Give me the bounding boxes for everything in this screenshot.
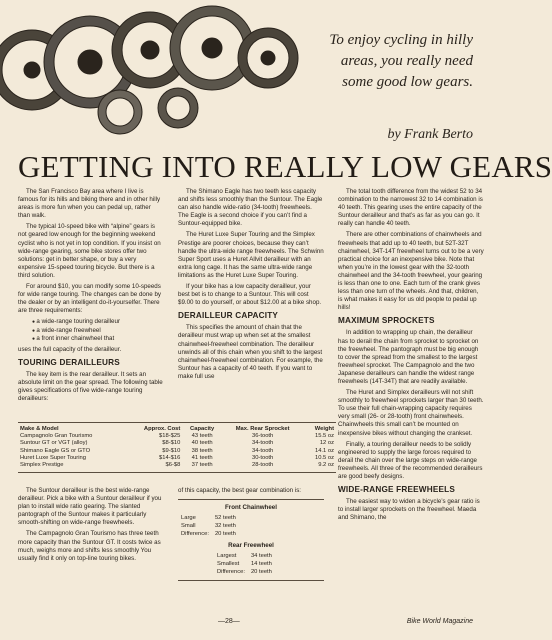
table-row — [214, 568, 275, 576]
table-cell: 20 teeth — [214, 531, 236, 538]
column-3 — [338, 188, 484, 525]
list-item: ● a wide-range touring derailleur — [32, 318, 164, 326]
column-1 — [18, 188, 164, 406]
paragraph: of this capacity, the best gear combination is: — [178, 487, 302, 494]
paragraph: For around $10, you can modify some 10-speeds for wide range touring. The changes can be done by the dealer or by an intelligent do-it-yourselfer. There are three requirements: — [18, 283, 161, 315]
tagline — [298, 30, 473, 93]
tagline-line: areas, you really need — [340, 53, 473, 69]
table-row — [178, 514, 239, 522]
table-cell: $8-$10 — [162, 440, 181, 447]
table-cell: Large — [181, 515, 196, 522]
list-item: ● a wide-range freewheel — [32, 327, 164, 335]
paragraph: The Huret and Simplex derailleurs will not shift smoothly to freewheel sprockets larger than 30 teeth. To use their full chain-wrapping capacity requires very small (26- or 28-tooth) front chainwheels. Chainwheels this small can’t be mounted on inexpensive bikes without changing the crankset. — [338, 389, 484, 437]
table-cell: 30-tooth — [251, 454, 274, 461]
tagline-line: some good low gears. — [342, 74, 473, 90]
table-cell: Campagnolo Gran Tourismo — [20, 433, 93, 440]
requirements-list — [32, 318, 164, 342]
paragraph: The key item is the rear derailleur. It sets an absolute limit on the gear spread. The following table gives specifications of five wide-range touring derailleurs: — [18, 370, 163, 403]
magazine-name: Bike World Magazine — [406, 618, 473, 625]
table-cell: Smallest — [217, 561, 240, 568]
paragraph: The typical 10-speed bike with “alpine” gears is not geared low enough for the beginning weekend cyclist who is not yet in top condition. If you insist on wide-range gearing, some bike stores offer two solutions: get in better shape, or buy a very expensive 15-speed touring bicycle. But there is a third solution. — [18, 223, 161, 279]
table-header: Weight — [314, 426, 334, 432]
tagline-line: To enjoy cycling in hilly — [329, 32, 473, 48]
paragraph: uses the full capacity of the derailleur. — [18, 345, 122, 353]
table-cell: 28-tooth — [251, 462, 274, 469]
section-heading: WIDE-RANGE FREEWHEELS — [338, 485, 456, 495]
table-cell: Small — [181, 523, 196, 530]
table-cell: 14.1 oz — [314, 447, 334, 454]
derailleur-table — [18, 422, 336, 473]
paragraph: If your bike has a low capacity derailleur, your best bet is to change to a Suntour. This will cost $9.00 to do yourself, or about $12.00 at a bike shop. — [178, 283, 322, 307]
table-row — [214, 560, 275, 568]
paragraph: In addition to wrapping up chain, the derailleur has to derail the chain from sprocket to sprocket on the freewheel. The pantograph must be big enough to cover the spread from the smallest to the largest freewheel sprocket. The Campagnolo and the two Japanese derailleurs can handle the widest range freewheels (14T-34T) that are readily available. — [338, 329, 479, 385]
paragraph: The Suntour derailleur is the best wide-range derailleur. Pick a bike with a Suntour derailleur if you plan to install wide ratio gearing. The slanted pantograph of the Suntour makes it particularly smooth-shifting on wide-range freewheels. — [18, 487, 162, 527]
table-cell: 38 teeth — [191, 447, 213, 454]
table-cell: Difference: — [217, 569, 245, 576]
table-cell: 34-tooth — [251, 440, 274, 447]
table-cell: 15.5 oz — [314, 433, 334, 440]
page-number: —28— — [218, 618, 240, 625]
table-cell: 52 teeth — [214, 515, 236, 522]
paragraph: This specifies the amount of chain that the derailleur must wrap up when set at the smallest chainwheel-freewheel combination. The derailleur unwinds all of this chain when you shift to the largest chainwheel-freewheel combination. For example, the Suntour has a capacity of 40 teeth. If you want to make full use — [178, 324, 323, 380]
box-caption: Rear Freewheel — [228, 542, 274, 550]
table-row — [214, 552, 275, 560]
table-cell: 37 teeth — [191, 462, 213, 469]
table-cell: 32 teeth — [214, 523, 236, 530]
table-cell: 41 teeth — [191, 454, 213, 461]
box-caption: Front Chainwheel — [225, 504, 277, 512]
table-header: Make & Model — [20, 426, 59, 432]
paragraph: Finally, a touring derailleur needs to be solidly engineered to supply the large forces required to derail the chain over the large steps on wide-range freewheels. All three of the recommended derailleurs are good beefy designs. — [338, 440, 483, 480]
paragraph: The total tooth difference from the widest 52 to 34 combination to the narrowest 32 to 14 combination is 40 teeth. This gearing uses the entire capacity of the Suntour derailleur and that’s as far as you can go. It really can handle 40 teeth. — [338, 188, 483, 228]
table-cell: $18-$25 — [159, 433, 181, 440]
table-row — [18, 455, 336, 462]
table-cell: $9-$10 — [162, 447, 181, 454]
section-heading: TOURING DERAILLEURS — [18, 357, 120, 367]
table-header: Capacity — [190, 426, 215, 432]
gears-illustration — [0, 0, 300, 142]
article-headline: GETTING INTO REALLY LOW GEARS — [18, 149, 552, 184]
section-heading: MAXIMUM SPROCKETS — [338, 316, 435, 326]
paragraph: The San Francisco Bay area where I live is famous for its hills and biking there and in other hilly areas is more fun when you can pedal up, rather than walk. — [18, 188, 161, 220]
table-header: Approx. Cost — [143, 426, 181, 432]
table-cell: Suntour GT or VGT (alloy) — [20, 440, 88, 447]
table-cell: $14-$16 — [159, 454, 181, 461]
paragraph: The easiest way to widen a bicycle’s gear ratio is to install larger sprockets on the freewheel. Maeda and Shimano, the — [338, 498, 480, 522]
table-row — [178, 530, 239, 538]
table-cell: Simplex Prestige — [20, 462, 64, 469]
column-1-lower — [18, 487, 164, 566]
front-chainwheel-box — [178, 499, 324, 581]
section-heading: DERAILLEUR CAPACITY — [178, 311, 279, 321]
table-row — [178, 522, 239, 530]
column-2 — [178, 188, 324, 384]
table-cell: Largest — [217, 553, 237, 560]
table-cell: 20 teeth — [250, 569, 272, 576]
paragraph: The Huret Luxe Super Touring and the Simplex Prestige are poorer choices, because they can’t handle the ultra-wide range freewheels. The Schwinn Super Sport uses a Huret Allvit derailleur with an extra long cage. It has the same ultra-wide range limitations as the Huret Luxe Super Touring. — [178, 231, 324, 279]
table-cell: Difference: — [181, 531, 209, 538]
table-cell: 12 oz — [319, 440, 334, 447]
table-row — [18, 433, 336, 440]
table-cell: 34-tooth — [251, 447, 274, 454]
table-cell: 14 teeth — [250, 561, 272, 568]
table-cell: 34 teeth — [250, 553, 272, 560]
table-cell: Shimano Eagle GS or GTO — [20, 447, 91, 454]
table-cell: $6-$8 — [165, 462, 181, 469]
table-row — [18, 462, 336, 469]
list-item: ● a front inner chainwheel that — [32, 335, 164, 343]
column-2-lower — [178, 487, 324, 585]
table-cell: Huret Luxe Super Touring — [20, 454, 86, 461]
table-cell: 43 teeth — [191, 433, 213, 440]
paragraph: The Campagnolo Gran Tourismo has three teeth more capacity than the Suntour GT. It costs twice as much, weighs more and shifts less smoothly You usually find it only on top-line touring bikes. — [18, 530, 161, 562]
table-row — [18, 448, 336, 455]
paragraph: The Shimano Eagle has two teeth less capacity and shifts less smoothly than the Suntour. The Eagle can also handle wide-ratio (34-tooth) freewheels. The Eagle is a second choice if you can’t find a Suntour-equipped bike. — [178, 188, 323, 228]
table-header: Max. Rear Sprocket — [235, 426, 290, 432]
table-row — [18, 440, 336, 447]
table-cell: 10.5 oz — [314, 454, 334, 461]
byline: by Frank Berto — [387, 127, 473, 142]
table-cell: 40 teeth — [191, 440, 213, 447]
paragraph: There are other combinations of chainwheels and freewheels that add up to 40 teeth, but 52T-32T chainwheel, 34T-14T freewheel turns out to be a very practical choice for an inexpensive bike. Note that when you’re in the lowest gear with the 32-tooth chainwheel and the 34-tooth freewheel, your gearing is less than one to one. Each turn of the crank gives less than one turn of the wheels. And that, children, is what makes it easy for us old people to pedal up hills! — [338, 231, 484, 312]
table-cell: 9.2 oz — [318, 462, 334, 469]
table-cell: 36-tooth — [251, 433, 274, 440]
